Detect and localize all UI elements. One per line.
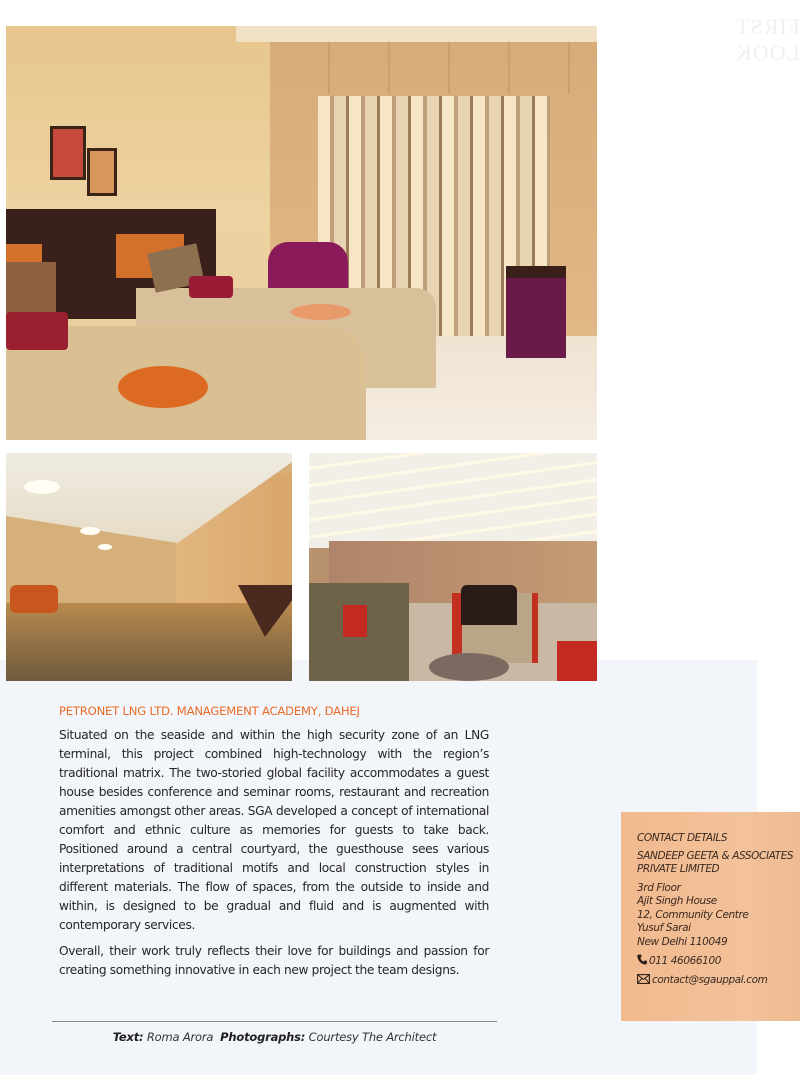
photo-lounge-seating: [309, 453, 597, 681]
firm-name: [637, 850, 797, 877]
address-line: 12, Community Centre: [637, 908, 749, 921]
address-block: [637, 882, 797, 950]
address-line: 3rd Floor: [637, 881, 681, 894]
address-line: New Delhi 110049: [637, 935, 728, 948]
credits-photos-label: Photographs:: [220, 1030, 306, 1044]
photo-lobby-lounge: [6, 453, 292, 681]
phone-row: [637, 954, 797, 969]
article-paragraph: Situated on the seaside and within the high security zone of an LNG terminal, this project combined high-technology with the region’s traditional matrix. The two-storied global facility accommodates a guest house besides conference and seminar rooms, restaurant and recreation amenities amongst other areas. SGA developed a concept of international comfort and ethnic culture as memories for guests to take back. Positioned around a central courtyard, the guesthouse sees various interpretations of traditional motifs and local construction styles in different materials. The flow of spaces, from the outside to inside and within, is designed to be gradual and fluid and is augmented with contemporary services.: [59, 728, 489, 932]
credits-text-author: Roma Arora: [146, 1030, 214, 1044]
phone-number: 011 46066100: [649, 954, 722, 967]
photo-guest-room: [6, 26, 597, 440]
article-body: [59, 704, 489, 987]
email-address: contact@sgauppal.com: [652, 973, 768, 986]
firm-name-line2: PRIVATE LIMITED: [637, 863, 720, 875]
article-title: PETRONET LNG LTD. MANAGEMENT ACADEMY, DAHEJ: [59, 704, 360, 718]
address-line: Yusuf Sarai: [637, 922, 691, 934]
article-paragraph: Overall, their work truly reflects their love for buildings and passion for creating something innovative in each new project the team designs.: [59, 944, 489, 977]
firm-name-line1: SANDEEP GEETA & ASSOCIATES: [637, 849, 794, 862]
email-row: [637, 974, 797, 988]
credits-text-label: Text:: [112, 1030, 144, 1044]
divider-rule: [52, 1021, 497, 1022]
credits-photos-source: Courtesy The Architect: [308, 1030, 437, 1044]
credits-line: [52, 1030, 497, 1044]
phone-icon: [637, 954, 647, 969]
contact-details-box: [621, 812, 800, 1021]
address-line: Ajit Singh House: [637, 895, 717, 907]
section-label-ghost: FIRST LOOK: [734, 14, 800, 65]
side-margin-ghost-text: [784, 1030, 796, 1070]
envelope-icon: [637, 974, 650, 988]
contact-heading: CONTACT DETAILS: [637, 832, 728, 844]
